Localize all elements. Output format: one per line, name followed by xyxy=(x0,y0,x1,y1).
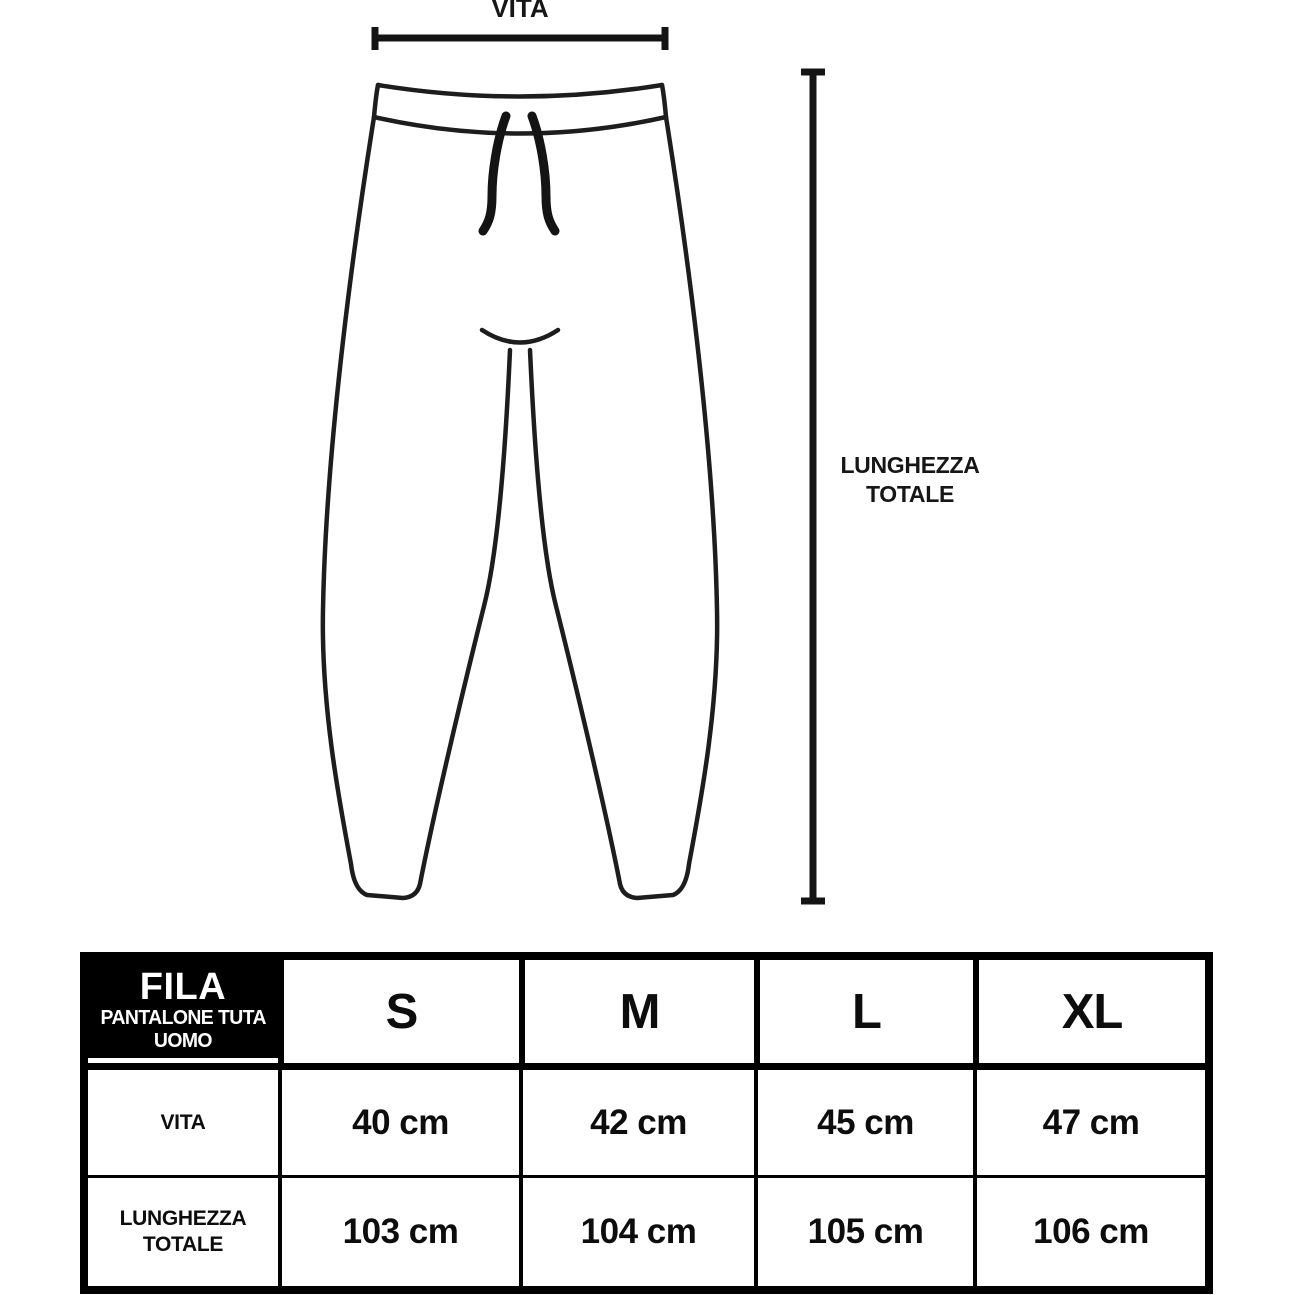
row-label-lunghezza-totale xyxy=(88,1178,278,1286)
vita-value-xl: 47 cm xyxy=(973,1070,1205,1178)
pants-outline xyxy=(323,85,717,898)
vita-value-s: 40 cm xyxy=(278,1070,519,1178)
row-label-line2: TOTALE xyxy=(142,1233,224,1256)
product-name-line2: UOMO xyxy=(153,1029,213,1052)
vita-value-m: 42 cm xyxy=(519,1070,754,1178)
crotch-seam xyxy=(482,330,558,343)
lunghezza-value-l: 105 cm xyxy=(754,1178,973,1286)
table-brand-cell xyxy=(88,960,278,1070)
size-col-header-m: M xyxy=(519,960,754,1070)
waistband-top xyxy=(378,85,662,97)
waistband-right-edge xyxy=(662,85,666,117)
lunghezza-value-xl: 106 cm xyxy=(973,1178,1205,1286)
lunghezza-value-m: 104 cm xyxy=(519,1178,754,1286)
length-measure-label xyxy=(820,451,1000,509)
waistband-left-edge xyxy=(374,85,378,117)
waist-measure-label: VITA xyxy=(491,0,549,23)
row-label-vita: VITA xyxy=(88,1070,278,1178)
length-label-line2: TOTALE xyxy=(865,481,955,507)
length-label-line1: LUNGHEZZA xyxy=(840,452,980,478)
size-col-header-l: L xyxy=(754,960,973,1070)
waist-measure-line xyxy=(375,27,665,50)
vita-value-l: 45 cm xyxy=(754,1070,973,1178)
product-name-line1: PANTALONE TUTA xyxy=(100,1006,266,1029)
size-col-header-s: S xyxy=(278,960,519,1070)
lunghezza-value-s: 103 cm xyxy=(278,1178,519,1286)
waistband-bottom xyxy=(374,117,666,134)
size-table xyxy=(80,952,1213,1294)
brand-name: FILA xyxy=(139,965,227,1008)
size-col-header-xl: XL xyxy=(973,960,1205,1070)
row-label-line1: LUNGHEZZA xyxy=(119,1207,247,1230)
